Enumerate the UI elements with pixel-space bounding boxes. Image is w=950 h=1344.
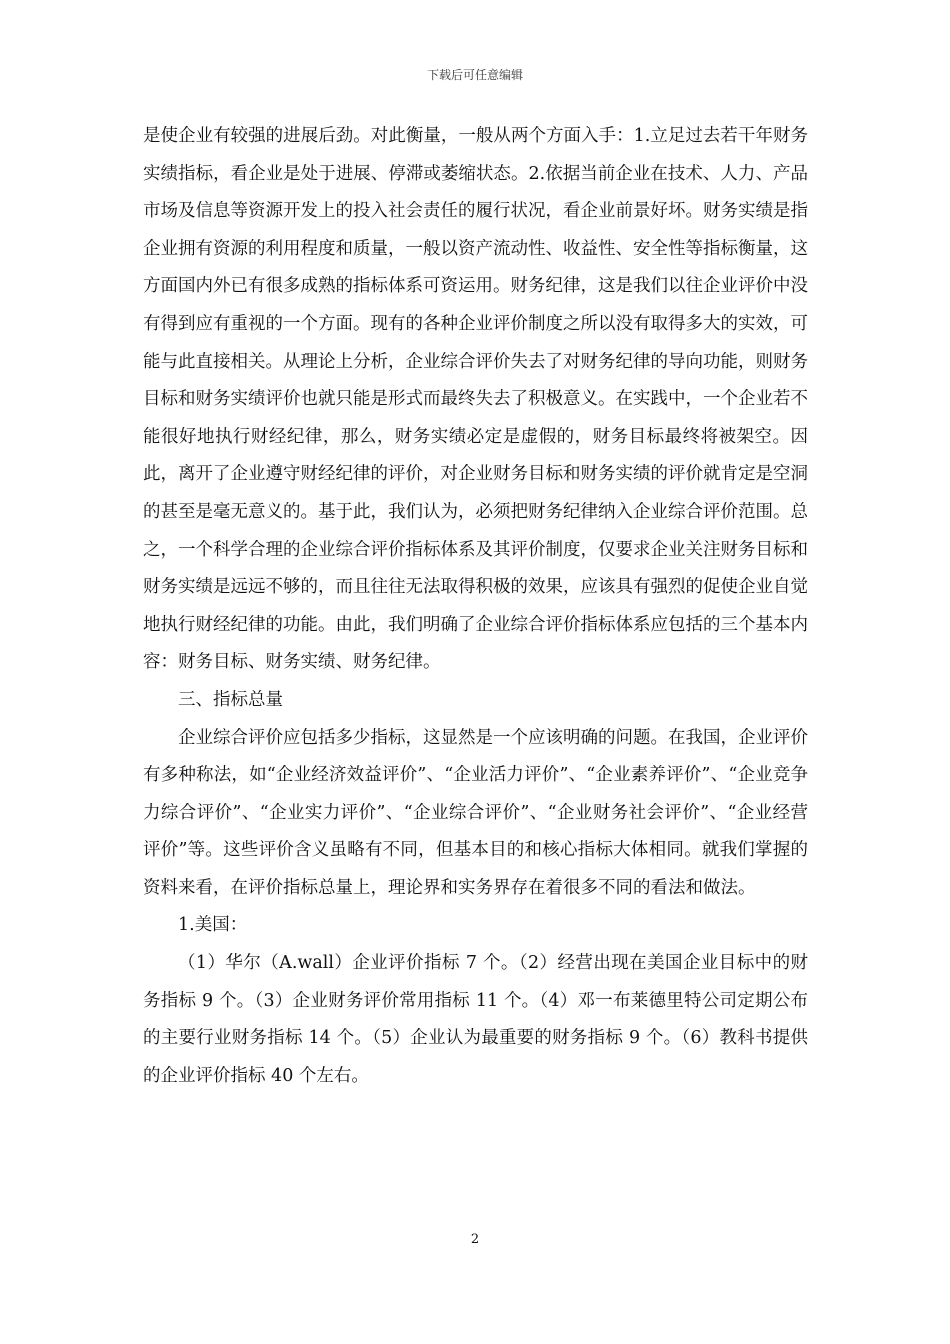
document-body [143,118,808,1095]
section-heading-indicator-total: 三、指标总量 [178,689,283,710]
paragraph-indicator-count: 企业综合评价应包括多少指标，这显然是一个应该明确的问题。在我国，企业评价有多种称法，如“企业经济效益评价”、“企业活力评价”、“企业素养评价”、“企业竞争力综合评价”、“企业实力评价”、“企业综合评价”、“企业财务社会评价”、“企业经营评价”等。这些评价含义虽略有不同，但基本目的和核心指标大体相同。就我们掌握的资料来看，在评价指标总量上，理论界和实务界存在着很多不同的看法和做法。 [143,727,808,898]
subheading-usa: 1.美国： [178,915,248,936]
paragraph-usa-indicators: （1）华尔（A.wall）企业评价指标 7 个。（2）经营出现在美国企业目标中的财务指标 9 个。（3）企业财务评价常用指标 11 个。（4）邓一布莱德里特公司定期公布的主要行业财务指标 14 个。（5）企业认为最重要的财务指标 9 个。（6）教科书提供的企业评价指标 40 个左右。 [143,953,808,1086]
page-number: 2 [470,1232,480,1247]
paragraph-financial-discipline: 是使企业有较强的进展后劲。对此衡量，一般从两个方面入手：1.立足过去若干年财务实绩指标，看企业是处于进展、停滞或萎缩状态。2.依据当前企业在技术、人力、产品市场及信息等资源开发上的投入社会责任的履行状况，看企业前景好坏。财务实绩是指企业拥有资源的利用程度和质量，一般以资产流动性、收益性、安全性等指标衡量，这方面国内外已有很多成熟的指标体系可资运用。财务纪律，这是我们以往企业评价中没有得到应有重视的一个方面。现有的各种企业评价制度之所以没有取得多大的实效，可能与此直接相关。从理论上分析，企业综合评价失去了对财务纪律的导向功能，则财务目标和财务实绩评价也就只能是形式而最终失去了积极意义。在实践中，一个企业若不能很好地执行财经纪律，那么，财务实绩必定是虚假的，财务目标最终将被架空。因此，离开了企业遵守财经纪律的评价，对企业财务目标和财务实绩的评价就肯定是空洞的甚至是毫无意义的。基于此，我们认为，必须把财务纪律纳入企业综合评价范围。总之，一个科学合理的企业综合评价指标体系及其评价制度，仅要求企业关注财务目标和财务实绩是远远不够的，而且往往无法取得积极的效果，应该具有强烈的促使企业自觉地执行财经纪律的功能。由此，我们明确了企业综合评价指标体系应包括的三个基本内容：财务目标、财务实绩、财务纪律。 [143,126,808,673]
page-header: 下载后可任意编辑 [426,68,523,82]
